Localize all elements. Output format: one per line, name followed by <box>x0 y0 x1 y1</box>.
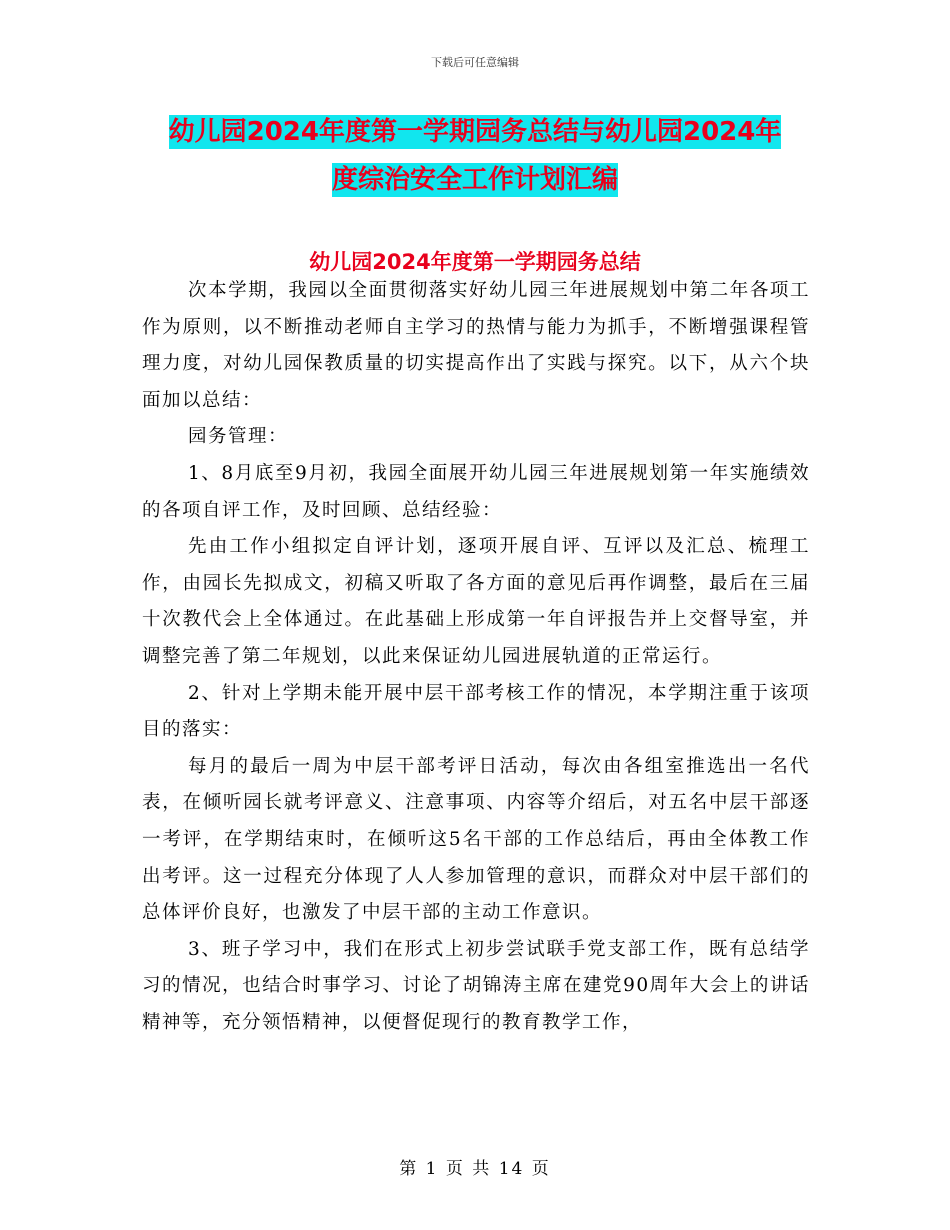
paragraph: 园务管理： <box>188 426 289 448</box>
paragraph: 每月的最后一周为中层干部考评日活动，每次由各组室推选出一名代表，在倾听园长就考评意义、注意事项、内容等介绍后，对五名中层干部逐一考评，在学期结束时，在倾听这5名干部的工作总结后，再由全体教工作出考评。这一过程充分体现了人人参加管理的意识，而群众对中层干部们的总体评价良好，也激发了中层干部的主动工作意识。 <box>142 755 810 924</box>
section-title: 幼儿园2024年度第一学期园务总结 <box>309 250 641 274</box>
page-footer: 第 1 页 共 14 页 <box>399 1159 551 1179</box>
paragraph: 2、针对上学期未能开展中层干部考核工作的情况，本学期注重于该项目的落实： <box>142 682 810 741</box>
document-title-line-1: 幼儿园2024年度第一学期园务总结与幼儿园2024年 <box>168 117 782 147</box>
body-text <box>142 273 810 1041</box>
paragraph: 1、8月底至9月初，我园全面展开幼儿园三年进展规划第一年实施绩效的各项自评工作，及时回顾、总结经验： <box>142 462 810 521</box>
document-title-line-2: 度综治安全工作计划汇编 <box>331 165 618 195</box>
document-title <box>140 108 810 204</box>
paragraph: 先由工作小组拟定自评计划，逐项开展自评、互评以及汇总、梳理工作，由园长先拟成文，初稿又听取了各方面的意见后再作调整，最后在三届十次教代会上全体通过。在此基础上形成第一年自评报告并上交督导室，并调整完善了第二年规划，以此来保证幼儿园进展轨道的正常运行。 <box>142 536 810 667</box>
paragraph: 次本学期，我园以全面贯彻落实好幼儿园三年进展规划中第二年各项工作为原则，以不断推动老师自主学习的热情与能力为抓手，不断增强课程管理力度，对幼儿园保教质量的切实提高作出了实践与探究。以下，从六个块面加以总结： <box>142 280 810 411</box>
paragraph: 3、班子学习中，我们在形式上初步尝试联手党支部工作，既有总结学习的情况，也结合时事学习、讨论了胡锦涛主席在建党90周年大会上的讲话精神等，充分领悟精神，以便督促现行的教育教学工作， <box>142 938 810 1033</box>
header-note: 下载后可任意编辑 <box>431 56 519 69</box>
